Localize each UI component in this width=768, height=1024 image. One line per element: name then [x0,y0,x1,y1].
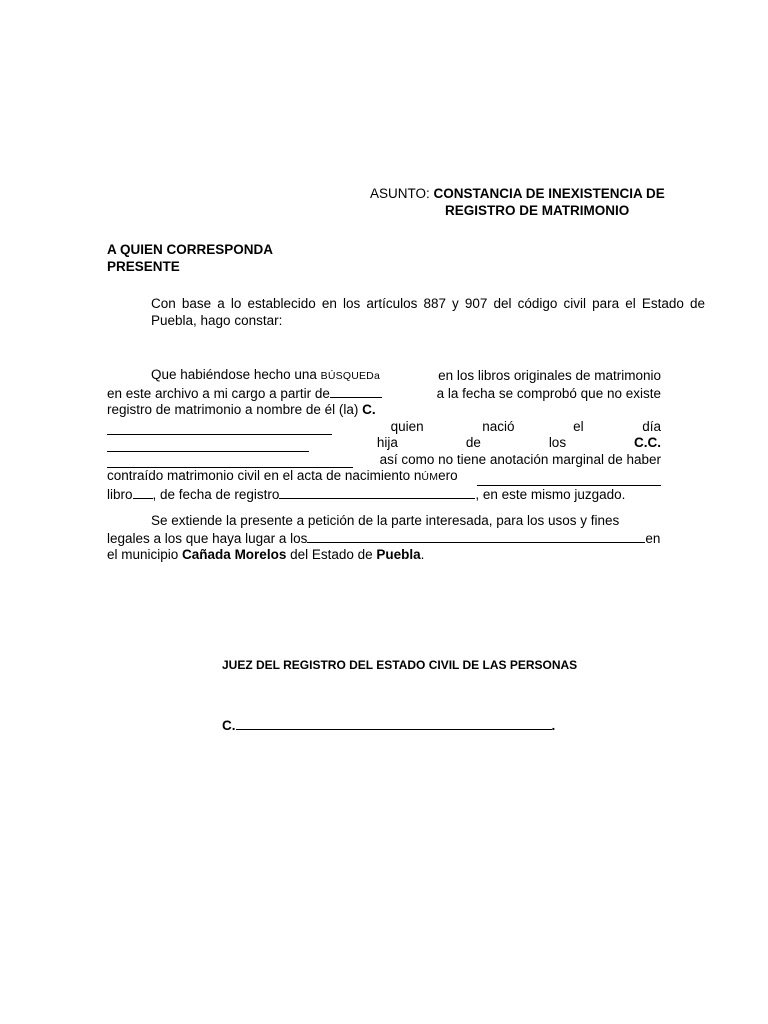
name-blank[interactable] [107,422,332,435]
body-word: quien [390,418,424,434]
registration-date-blank[interactable] [279,486,475,499]
signature-prefix: C. [222,718,236,733]
body-text: en los libros originales de matrimonio [438,368,661,383]
body-text: en este archivo a mi cargo a partir de [107,385,330,401]
subject-line-1 [370,186,670,203]
intro-text: Con base a lo establecido en los artículos 887 y 907 del código civil para el Estado de Puebla, hago constar: [151,296,705,328]
body-paragraph [107,367,661,503]
body-text: , en este mismo juzgado. [475,486,626,502]
date-blank[interactable] [330,385,382,398]
closing-line-1: Se extiende la presente a petición de la parte interesada, para los usos y fines [151,513,620,528]
book-blank[interactable] [133,486,153,499]
body-text: a la fecha se comprobó que no existe [436,385,661,401]
body-line-8 [107,486,661,504]
birth-date-blank[interactable] [107,439,309,452]
body-text: así como no tiene anotación marginal de haber [379,451,661,467]
closing-text: del Estado de [286,547,377,562]
closing-text: el municipio [107,547,183,562]
body-word: nació [482,418,515,434]
certificate-number-blank[interactable] [477,473,661,486]
body-word: hija [376,435,398,450]
search-word: BÚSQUEDa [320,370,381,382]
addressee-block [107,242,273,275]
body-text: registro de matrimonio a nombre de él (la) [107,402,363,417]
body-word: el [573,418,584,434]
signature-blank[interactable] [236,717,552,730]
subject-title-line-1: CONSTANCIA DE INEXISTENCIA DE [433,186,665,201]
body-text: Que habiéndose hecho una [151,367,321,382]
subject-line-2 [370,203,670,220]
closing-text: . [420,547,425,562]
closing-text: legales a los que haya lugar a los [107,530,308,546]
body-line-3 [107,402,661,419]
parents-prefix: C.C. [634,435,661,450]
body-line-1 [107,367,661,385]
closing-text: en [645,530,661,546]
addressee-line-1: A QUIEN CORRESPONDA [107,242,274,257]
body-line-4 [107,419,661,436]
subject-title-line-2: REGISTRO DE MATRIMONIO [445,202,630,218]
municipality-name: Cañada Morelos [182,547,287,562]
issue-date-blank[interactable] [307,530,645,543]
citizen-prefix: C. [362,402,376,417]
body-word: día [642,418,661,434]
parents-blank[interactable] [107,455,353,468]
number-word-caps: ÚM [421,471,439,483]
body-line-5 [107,435,661,452]
body-text: ero [438,468,458,483]
body-line-7 [107,468,661,486]
state-name: Puebla [376,547,421,562]
body-line-2 [107,385,661,403]
body-text: libro [107,486,133,502]
closing-line-2 [107,530,661,548]
subject-label: ASUNTO: [370,186,434,201]
intro-paragraph [107,296,705,329]
subject-block [370,186,670,219]
addressee-line-2: PRESENTE [107,258,180,274]
body-text: contraído matrimonio civil en el acta de nacimiento n [107,468,422,483]
body-line-6 [107,452,661,469]
body-text: , de fecha de registro [152,486,280,502]
closing-line-3 [107,547,661,564]
body-word: los [548,435,567,450]
signature-suffix: . [551,718,556,733]
signature-line [222,717,555,735]
judge-title: JUEZ DEL REGISTRO DEL ESTADO CIVIL DE LAS PERSONAS [222,658,578,672]
body-word: de [465,435,481,450]
closing-paragraph [107,513,661,564]
